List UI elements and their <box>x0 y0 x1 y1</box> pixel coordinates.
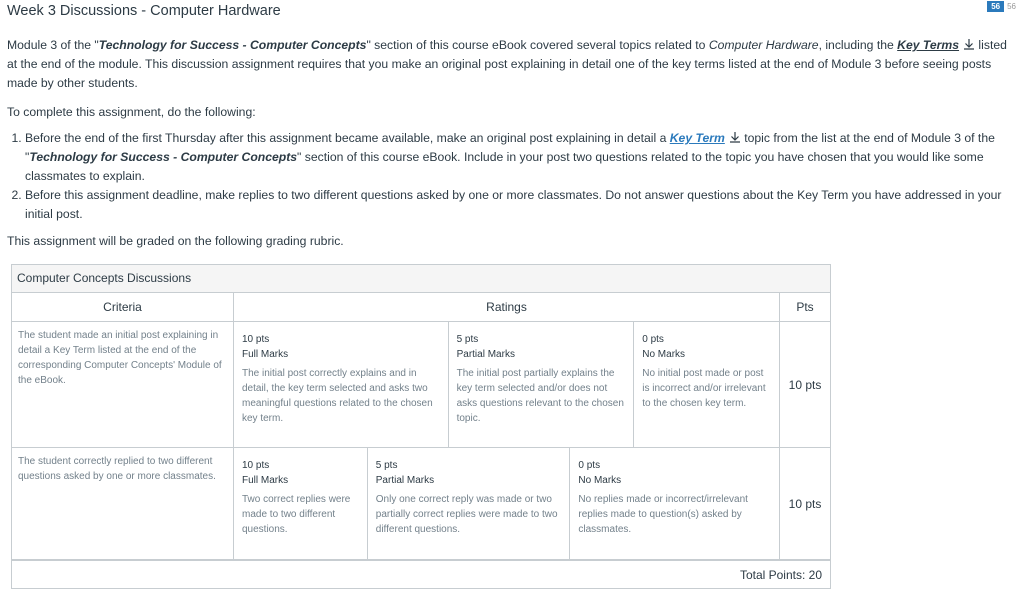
rating-option <box>634 322 779 447</box>
rubric-intro: This assignment will be graded on the following grading rubric. <box>7 234 344 248</box>
rating-option <box>449 322 635 447</box>
criterion-points: 10 pts <box>788 496 822 511</box>
count-badge: 56 <box>987 1 1004 12</box>
key-term-link[interactable]: Key Term <box>669 131 725 145</box>
intro-text: , including the <box>818 38 898 52</box>
step-item <box>25 129 1019 186</box>
rating-description: No replies made or incorrect/irrelevant replies made to question(s) asked by classmates. <box>578 494 748 535</box>
criteria-description: The student correctly replied to two different questions asked by one or more classmates. <box>12 448 234 559</box>
step-text: Before the end of the first Thursday after this assignment became available, make an original post explaining in detail a <box>25 131 670 145</box>
rating-description: Two correct replies were made to two different questions. <box>242 494 351 535</box>
rating-option <box>234 448 368 559</box>
criteria-header: Criteria <box>12 293 234 321</box>
ratings-cell <box>234 448 780 559</box>
rating-description: The initial post correctly explains and in detail, the key term selected and asks two meaningful questions related to the chosen key term. <box>242 368 433 424</box>
rating-points: 10 pts <box>242 460 270 471</box>
steps-list <box>7 129 1019 224</box>
rating-description: The initial post partially explains the key term selected and/or does not asks questions relevant to the chosen topic. <box>456 368 624 424</box>
rating-title: Full Marks <box>242 475 289 486</box>
intro-text: " section of this course eBook covered several topics related to <box>366 38 709 52</box>
total-points: Total Points: 20 <box>12 560 830 588</box>
assignment-body <box>7 36 1019 248</box>
intro-text: Module 3 of the " <box>7 38 99 52</box>
ebook-title: Technology for Success - Computer Concepts <box>98 38 367 52</box>
rating-title: No Marks <box>578 475 622 486</box>
rating-title: Partial Marks <box>456 349 515 360</box>
key-terms-link[interactable]: Key Terms <box>897 38 960 52</box>
rubric-table <box>11 264 831 589</box>
ratings-cell <box>234 322 780 447</box>
rating-title: Partial Marks <box>375 475 435 486</box>
rating-description: Only one correct reply was made or two partially correct replies were made to two different questions. <box>375 494 558 535</box>
rubric-row <box>12 322 830 448</box>
intro-text: listed at the end of the module. This discussion assignment requires that you make an original post explaining in detail one of the key terms listed at the end of Module 3 before seeing posts made by other students. <box>7 38 1007 90</box>
rating-option <box>234 322 449 447</box>
rating-description: No initial post made or post is incorrect and/or irrelevant to the chosen key term. <box>642 368 766 409</box>
count-badge-secondary: 56 <box>1007 2 1016 11</box>
rubric-row <box>12 448 830 560</box>
rating-points: 5 pts <box>456 334 479 345</box>
rubric-header-row <box>12 293 830 322</box>
topic-name: Computer Hardware <box>708 38 819 52</box>
page-badges <box>987 1 1016 12</box>
step-text: " section of this course eBook. Include in your post two questions related to the topic you have chosen that you would like some classmates to explain. <box>25 150 984 183</box>
rating-points: 0 pts <box>642 334 664 345</box>
criterion-points: 10 pts <box>788 377 822 392</box>
rating-points: 0 pts <box>578 460 601 471</box>
rating-title: Full Marks <box>242 349 289 360</box>
step-text: topic from the list at the end of Module 3 of the " <box>25 131 995 164</box>
step-item: 2. Before this assignment deadline, make replies to two different questions asked by one or more classmates. Do not answer questions about the Key Term you have addressed in your initial post. <box>25 186 1019 224</box>
rating-points: 5 pts <box>375 460 398 471</box>
intro-paragraph <box>7 36 1019 92</box>
criteria-description: The student made an initial post explaining in detail a Key Term listed at the end of the corresponding Computer Concepts' Module of the eBook. <box>12 322 234 447</box>
ebook-title: Technology for Success - Computer Concepts <box>29 150 298 164</box>
download-icon[interactable] <box>963 38 975 50</box>
rating-points: 10 pts <box>242 334 270 345</box>
download-icon[interactable] <box>729 131 741 143</box>
rating-title: No Marks <box>642 349 686 360</box>
rubric-title: Computer Concepts Discussions <box>12 265 830 293</box>
ratings-header: Ratings <box>234 293 780 321</box>
page-title: Week 3 Discussions - Computer Hardware <box>7 3 281 19</box>
pts-header: Pts <box>796 300 814 314</box>
instructions-lead: To complete this assignment, do the following: <box>7 105 256 119</box>
rating-option <box>570 448 779 559</box>
rating-option <box>368 448 571 559</box>
